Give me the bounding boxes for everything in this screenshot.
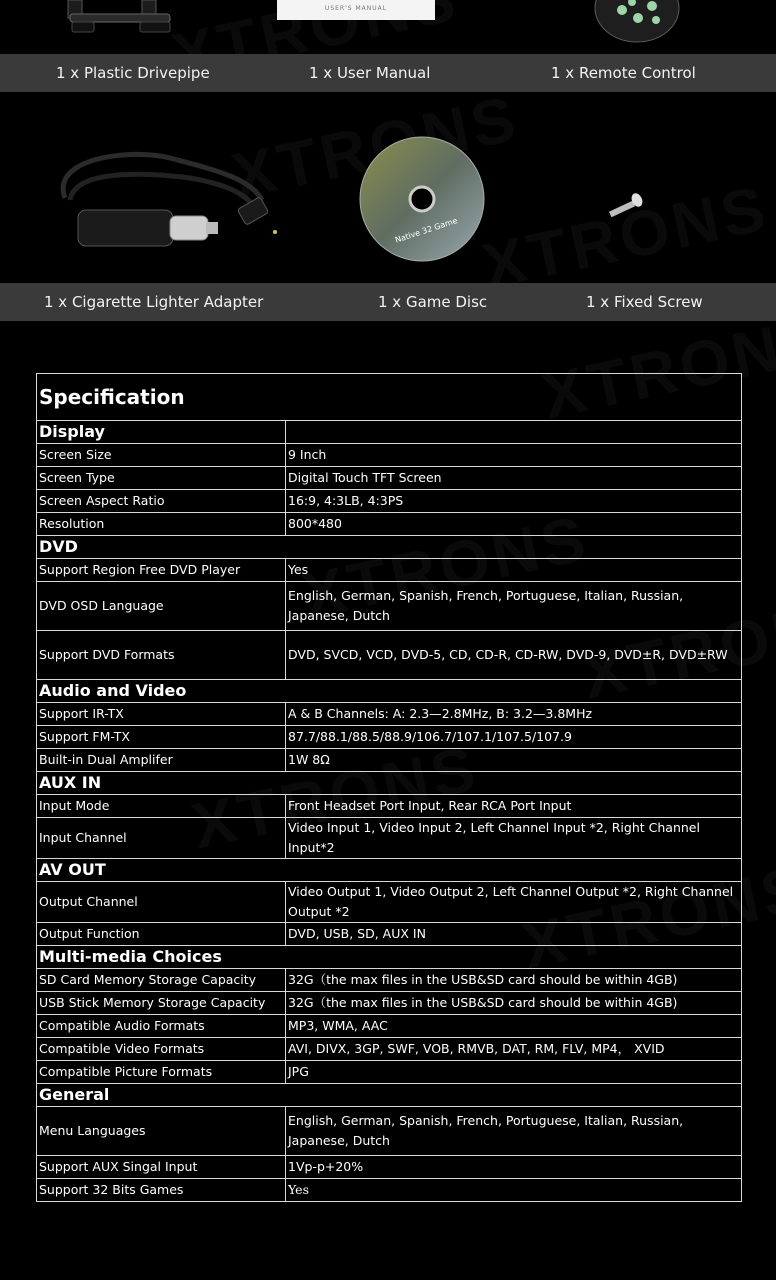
table-row: SD Card Memory Storage Capacity 32G（the max files in the USB&SD card should be within 4GB) xyxy=(37,969,742,992)
caption-strip-row1 xyxy=(0,54,776,92)
spec-title: Specification xyxy=(37,374,742,421)
caption-strip-row2 xyxy=(0,283,776,321)
table-row: Input Channel Video Input 1, Video Input 2, Left Channel Input *2, Right Channel Input*2 xyxy=(37,818,742,859)
table-row: Output Function DVD, USB, SD, AUX IN xyxy=(37,923,742,946)
table-row: Compatible Picture Formats JPG xyxy=(37,1061,742,1084)
table-row: Menu Languages English, German, Spanish, French, Portuguese, Italian, Russian, Japanese, Dutch xyxy=(37,1107,742,1156)
disc-label: Native 32 Game xyxy=(393,216,459,245)
table-row: Screen Aspect Ratio 16:9, 4:3LB, 4:3PS xyxy=(37,490,742,513)
remote-icon xyxy=(592,0,682,44)
specification-table xyxy=(36,373,742,1202)
drivepipe-icon xyxy=(60,0,190,40)
caption-game-disc: 1 x Game Disc xyxy=(378,293,488,311)
section-dvd: DVD xyxy=(37,536,742,559)
table-row: Input Mode Front Headset Port Input, Rear RCA Port Input xyxy=(37,795,742,818)
table-row: Support AUX Singal Input 1Vp-p+20% xyxy=(37,1156,742,1179)
disc-icon xyxy=(357,136,487,262)
section-display: Display xyxy=(37,421,286,444)
section-multimedia: Multi-media Choices xyxy=(37,946,742,969)
table-row: Support 32 Bits Games Yes xyxy=(37,1179,742,1202)
table-row: Output Channel Video Output 1, Video Output 2, Left Channel Output *2, Right Channel Output *2 xyxy=(37,882,742,923)
caption-cigarette-adapter: 1 x Cigarette Lighter Adapter xyxy=(44,293,264,311)
table-row: Compatible Video Formats AVI, DIVX, 3GP, SWF, VOB, RMVB, DAT, RM, FLV, MP4， XVID xyxy=(37,1038,742,1061)
section-av-out: AV OUT xyxy=(37,859,742,882)
table-row: Support IR-TX A & B Channels: A: 2.3—2.8MHz, B: 3.2—3.8MHz xyxy=(37,703,742,726)
table-row: DVD OSD Language English, German, Spanish, French, Portuguese, Italian, Russian, Japanese, Dutch xyxy=(37,582,742,631)
caption-drivepipe: 1 x Plastic Drivepipe xyxy=(56,64,210,82)
caption-fixed-screw: 1 x Fixed Screw xyxy=(586,293,703,311)
table-row: Built-in Dual Amplifer 1W 8Ω xyxy=(37,749,742,772)
table-row: Support Region Free DVD Player Yes xyxy=(37,559,742,582)
table-row: USB Stick Memory Storage Capacity 32G（the max files in the USB&SD card should be within 4GB) xyxy=(37,992,742,1015)
section-general: General xyxy=(37,1084,742,1107)
section-aux-in: AUX IN xyxy=(37,772,742,795)
caption-remote-control: 1 x Remote Control xyxy=(551,64,696,82)
table-row: Screen Size 9 Inch xyxy=(37,444,742,467)
table-row: Resolution 800*480 xyxy=(37,513,742,536)
table-row: Support DVD Formats DVD, SVCD, VCD, DVD-5, CD, CD-R, CD-RW, DVD-9, DVD±R, DVD±RW xyxy=(37,631,742,680)
table-row: Support FM-TX 87.7/88.1/88.5/88.9/106.7/107.1/107.5/107.9 xyxy=(37,726,742,749)
caption-user-manual: 1 x User Manual xyxy=(309,64,431,82)
screw-icon xyxy=(605,192,645,224)
adapter-icon xyxy=(40,138,280,263)
table-row: Compatible Audio Formats MP3, WMA, AAC xyxy=(37,1015,742,1038)
table-row: Screen Type Digital Touch TFT Screen xyxy=(37,467,742,490)
manual-icon: USER'S MANUAL xyxy=(277,0,435,20)
section-audio-video: Audio and Video xyxy=(37,680,742,703)
